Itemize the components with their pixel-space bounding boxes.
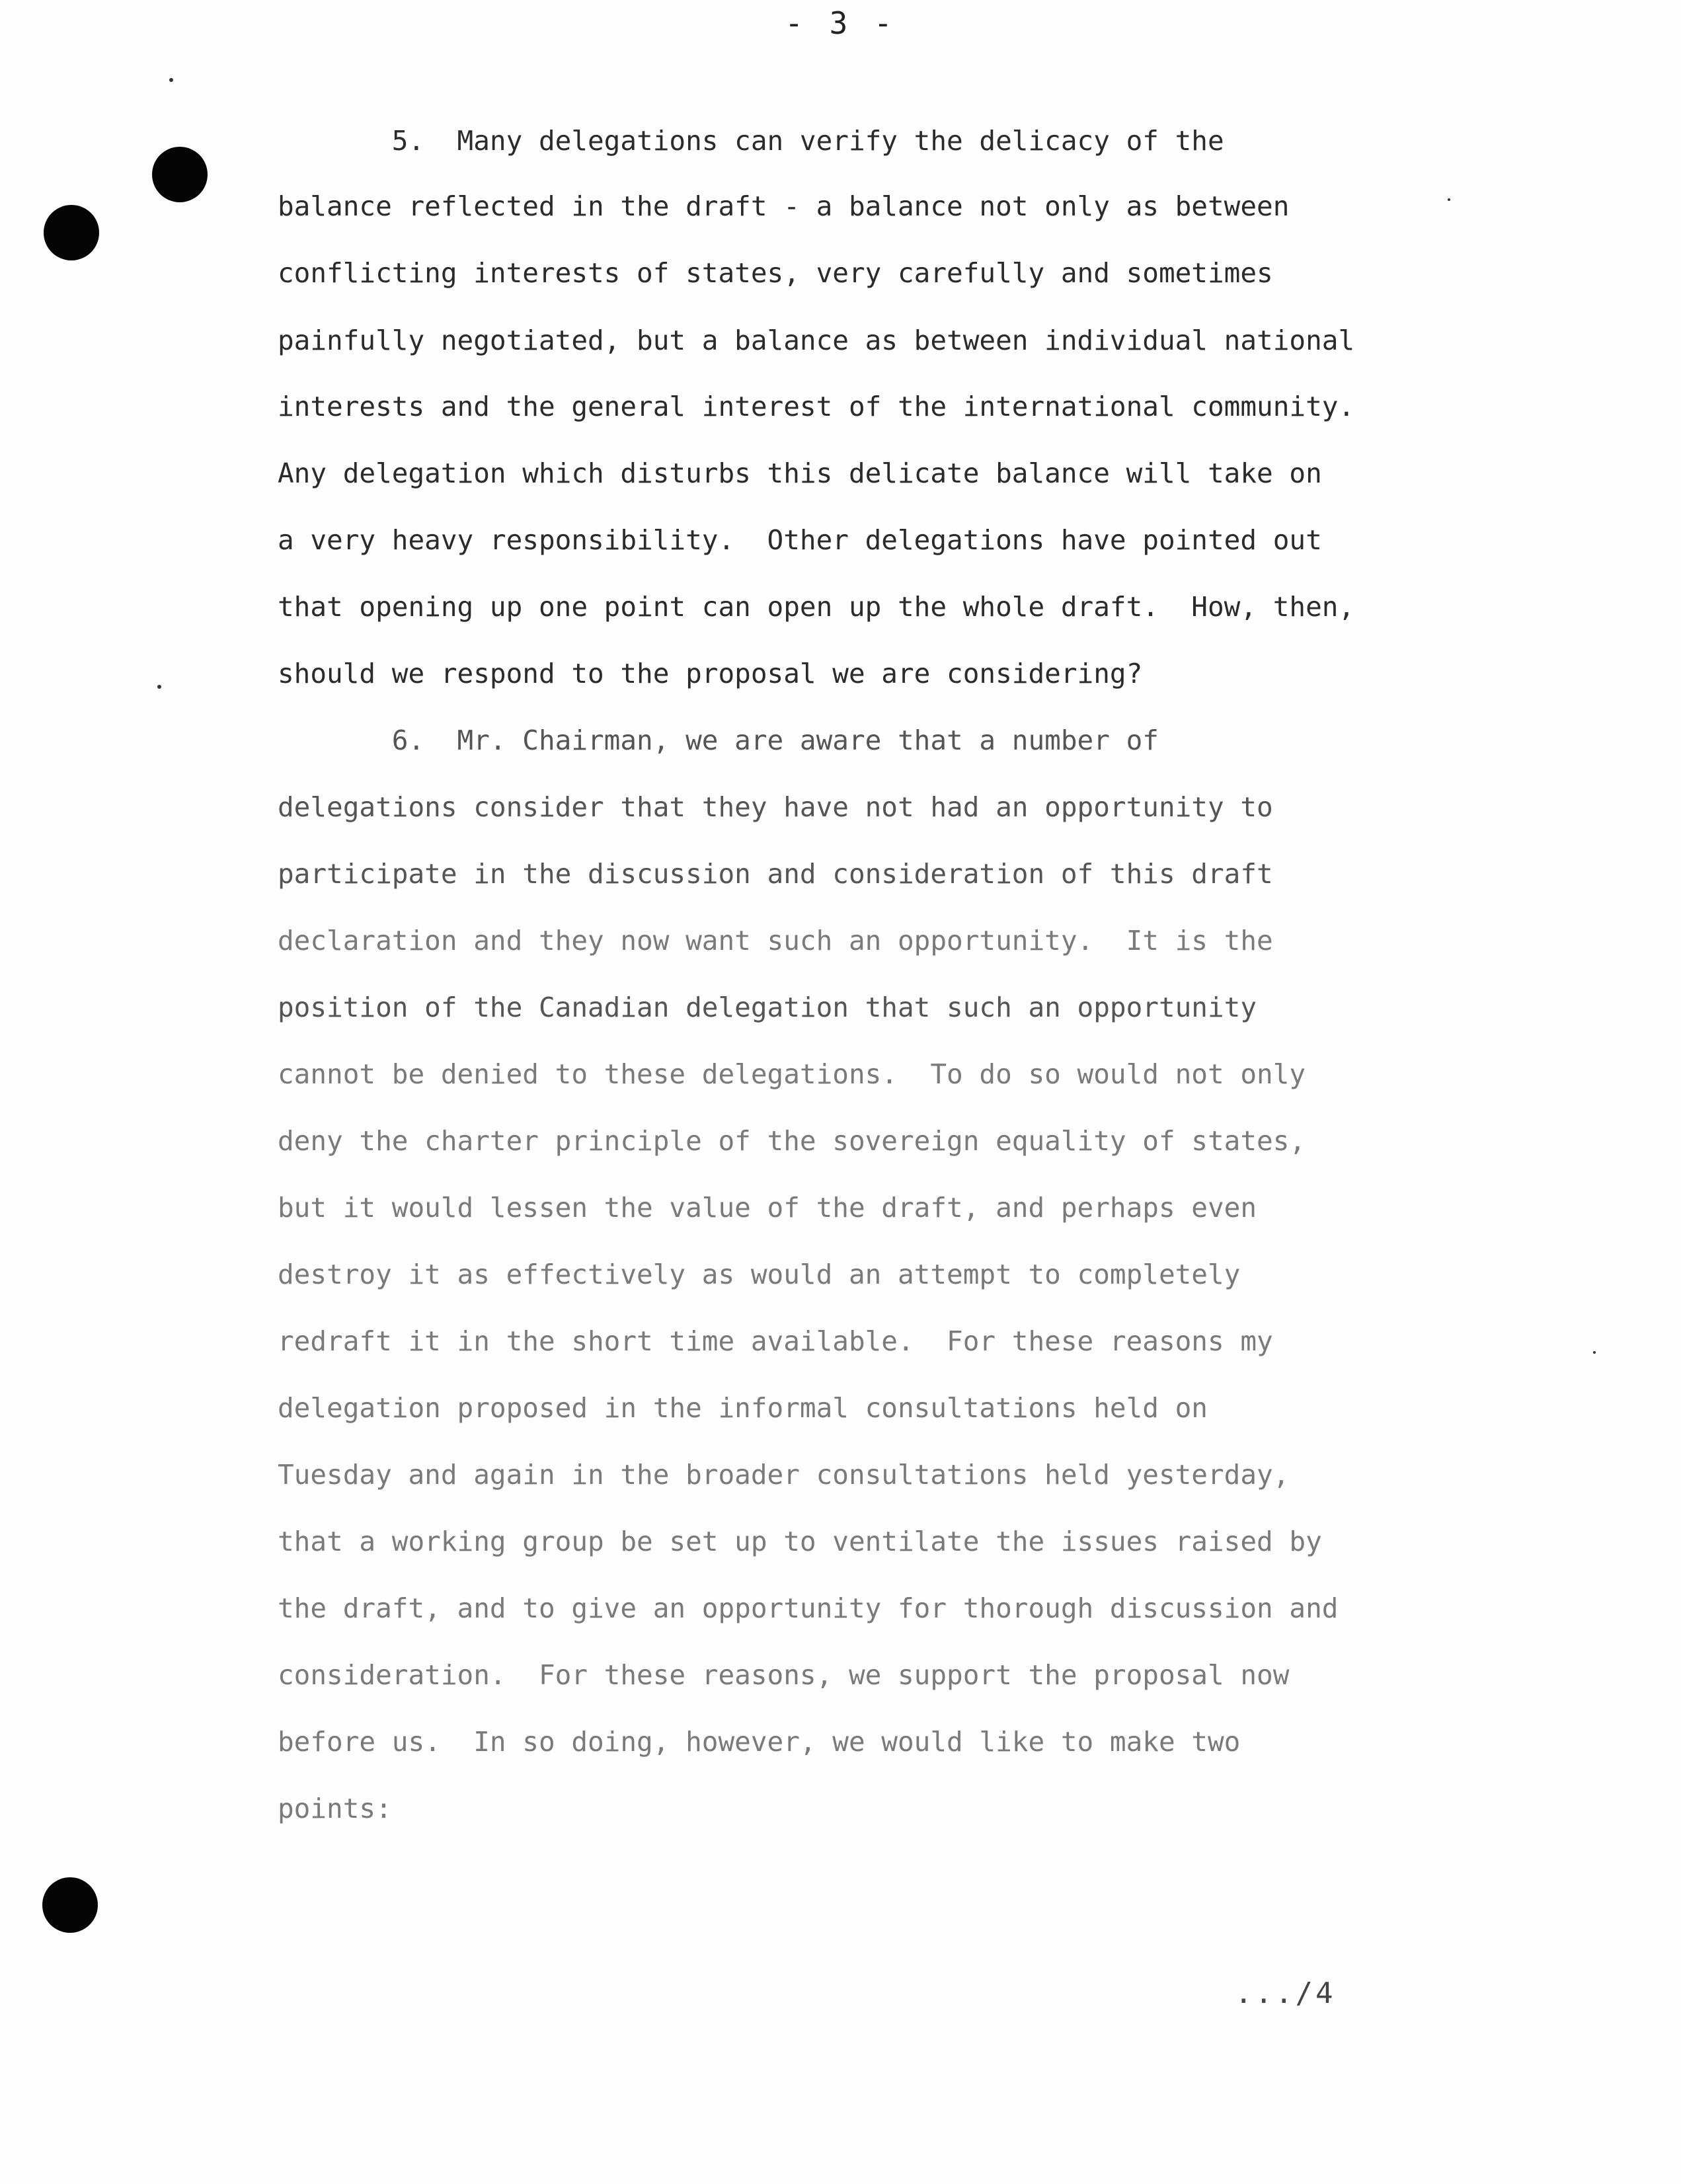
continuation-marker: .../4 xyxy=(1235,1976,1336,2010)
text-line: delegation proposed in the informal consultations held on xyxy=(278,1392,1208,1424)
text-line: destroy it as effectively as would an attempt to completely xyxy=(278,1259,1241,1290)
text-line: but it would lessen the value of the draft, and perhaps even xyxy=(278,1192,1257,1224)
text-line: delegations consider that they have not had an opportunity to xyxy=(278,791,1273,823)
text-line: 6. Mr. Chairman, we are aware that a number of xyxy=(278,724,1159,756)
text-line: deny the charter principle of the sovereign equality of states, xyxy=(278,1125,1306,1157)
text-line: declaration and they now want such an opportunity. It is the xyxy=(278,925,1273,956)
text-line: Tuesday and again in the broader consultations held yesterday, xyxy=(278,1459,1290,1491)
text-line: before us. In so doing, however, we would like to make two xyxy=(278,1726,1241,1758)
text-line: interests and the general interest of the international community. xyxy=(278,391,1355,422)
text-line: that opening up one point can open up the whole draft. How, then, xyxy=(278,591,1355,623)
speck xyxy=(157,685,161,689)
text-line: cannot be denied to these delegations. To do so would not only xyxy=(278,1058,1306,1090)
text-line: Any delegation which disturbs this delicate balance will take on xyxy=(278,457,1322,489)
text-line: balance reflected in the draft - a balance not only as between xyxy=(278,190,1290,222)
page-number: - 3 - xyxy=(785,5,896,41)
punch-hole xyxy=(44,205,99,260)
text-line: participate in the discussion and consideration of this draft xyxy=(278,858,1273,890)
text-line: 5. Many delegations can verify the delicacy of the xyxy=(278,125,1224,157)
text-line: redraft it in the short time available. For these reasons my xyxy=(278,1325,1273,1357)
text-line: a very heavy responsibility. Other delegations have pointed out xyxy=(278,524,1322,556)
text-line: points: xyxy=(278,1793,392,1824)
speck xyxy=(169,78,173,82)
speck xyxy=(1448,198,1450,201)
text-line: that a working group be set up to ventilate the issues raised by xyxy=(278,1526,1322,1557)
text-line: the draft, and to give an opportunity for thorough discussion and xyxy=(278,1592,1339,1624)
text-line: consideration. For these reasons, we support the proposal now xyxy=(278,1659,1290,1691)
text-line: painfully negotiated, but a balance as between individual national xyxy=(278,325,1355,356)
text-line: conflicting interests of states, very carefully and sometimes xyxy=(278,257,1273,289)
text-line: should we respond to the proposal we are considering? xyxy=(278,658,1143,689)
text-line: position of the Canadian delegation that such an opportunity xyxy=(278,992,1257,1023)
punch-hole xyxy=(42,1877,98,1933)
speck xyxy=(1593,1351,1596,1354)
punch-hole xyxy=(152,147,208,202)
